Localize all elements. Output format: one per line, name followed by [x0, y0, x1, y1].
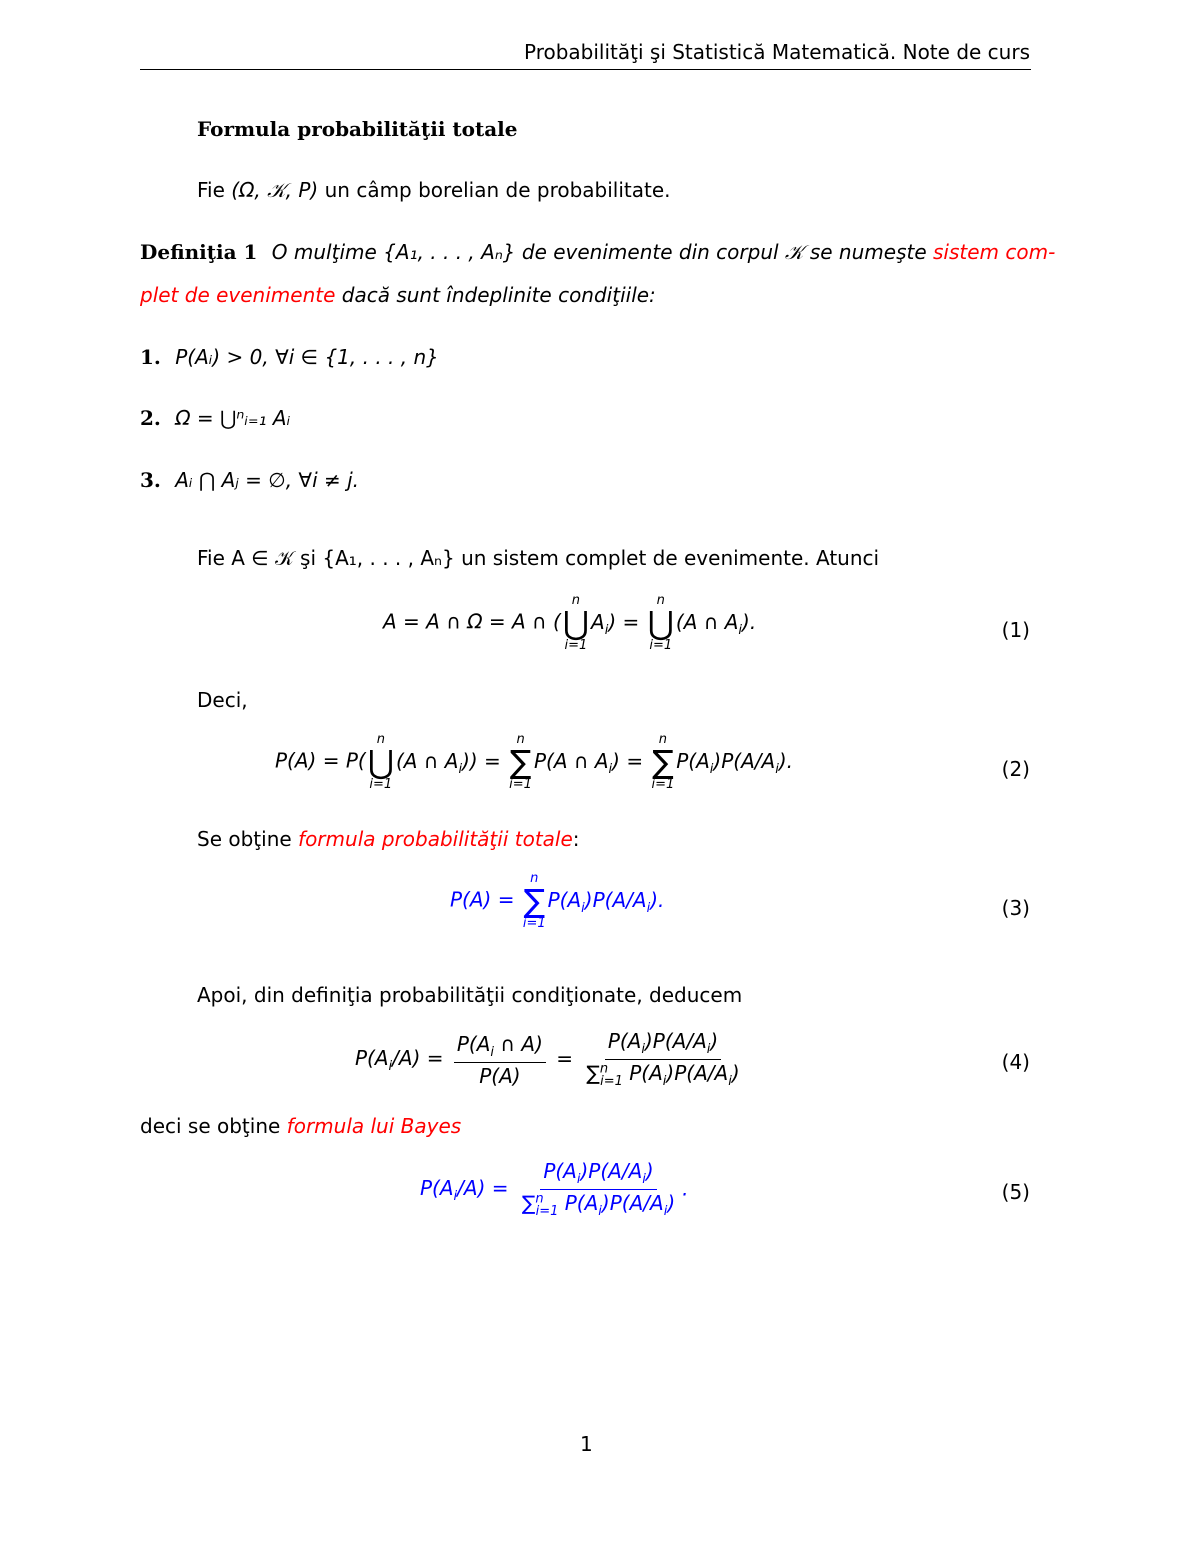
section-title: Formula probabilităţii totale [197, 117, 518, 141]
condition-2 [140, 406, 290, 430]
condition-number: 3. [140, 468, 161, 492]
bayes-highlight: formula lui Bayes [286, 1114, 462, 1138]
total-highlight: formula probabilităţii totale [298, 827, 573, 851]
equation-5-number: (5) [1001, 1180, 1030, 1204]
total-suffix: : [572, 827, 580, 851]
definition-text: O mulţime {A₁, . . . , Aₙ} de evenimente din corpul 𝒦 se numeşte [271, 240, 927, 264]
equation-2-number: (2) [1001, 757, 1030, 781]
paragraph-deci: Deci, [197, 688, 248, 712]
condition-expr: Aᵢ ⋂ Aⱼ = ∅, ∀i ≠ j. [175, 468, 360, 492]
paragraph-atunci: Fie A ∈ 𝒦 şi {A₁, . . . , Aₙ} un sistem complet de evenimente. Atunci [197, 546, 880, 570]
condition-expr: Ω = ⋃ⁿᵢ₌₁ Aᵢ [175, 406, 291, 430]
header-rule [140, 69, 1031, 70]
equation-3: P(A) = n ∑ i=1 $P(A_i)P(A/A_i)$. [450, 871, 665, 931]
definition-highlight-1: sistem com- [933, 240, 1056, 264]
equation-2: P(A) = P( n ⋃ i=1 (A ∩ $A_i$)) = n ∑ i=1 P(A ∩ $A_i$) = n ∑ i=1 $P(A_i)P(A/A_i)$. [275, 732, 793, 792]
condition-expr: P(Aᵢ) > 0, ∀i ∈ {1, . . . , n} [175, 345, 439, 369]
condition-number: 1. [140, 345, 161, 369]
equation-1-number: (1) [1001, 618, 1030, 642]
paragraph-apoi: Apoi, din definiţia probabilităţii condiţionate, deducem [197, 983, 743, 1007]
definition-line-1 [140, 240, 1055, 264]
total-prefix: Se obţine [197, 827, 299, 851]
definition-rest: dacă sunt îndeplinite condiţiile: [341, 283, 656, 307]
definition-highlight-2: plet de evenimente [140, 283, 336, 307]
equation-5: $P(A_i/A)$ = $\frac{P(A_i)P(A/A_i)}{\sum^n_{i=1} P(A_i)P(A/A_i)}$ . [420, 1159, 689, 1220]
equation-4-number: (4) [1001, 1050, 1030, 1074]
paragraph-total-probability [197, 827, 580, 851]
condition-number: 2. [140, 406, 161, 430]
page-number: 1 [580, 1432, 593, 1456]
condition-1 [140, 345, 439, 369]
paragraph-bayes [140, 1114, 461, 1138]
equation-3-number: (3) [1001, 896, 1030, 920]
intro-suffix: un câmp borelian de probabilitate. [318, 178, 671, 202]
bayes-prefix: deci se obţine [140, 1114, 287, 1138]
definition-line-2 [140, 283, 656, 307]
intro-space: (Ω, 𝒦, P) [231, 178, 319, 202]
running-header: Probabilităţi şi Statistică Matematică. Note de curs [524, 40, 1030, 64]
definition-label: Definiţia 1 [140, 240, 258, 264]
equation-4: $P(A_i/A)$ = $\frac{P(A_i \cap A)}{P(A)}$ = $\frac{P(A_i)P(A/A_i)}{\sum^n_{i=1} P(A_i)P(A/A_i)}$ [355, 1029, 740, 1090]
equation-1: A = A ∩ Ω = A ∩ ( n ⋃ i=1 $A_i$) = n ⋃ i=1 (A ∩ $A_i$). [383, 593, 757, 653]
intro-paragraph [197, 178, 671, 202]
condition-3 [140, 468, 359, 492]
intro-prefix: Fie [197, 178, 232, 202]
